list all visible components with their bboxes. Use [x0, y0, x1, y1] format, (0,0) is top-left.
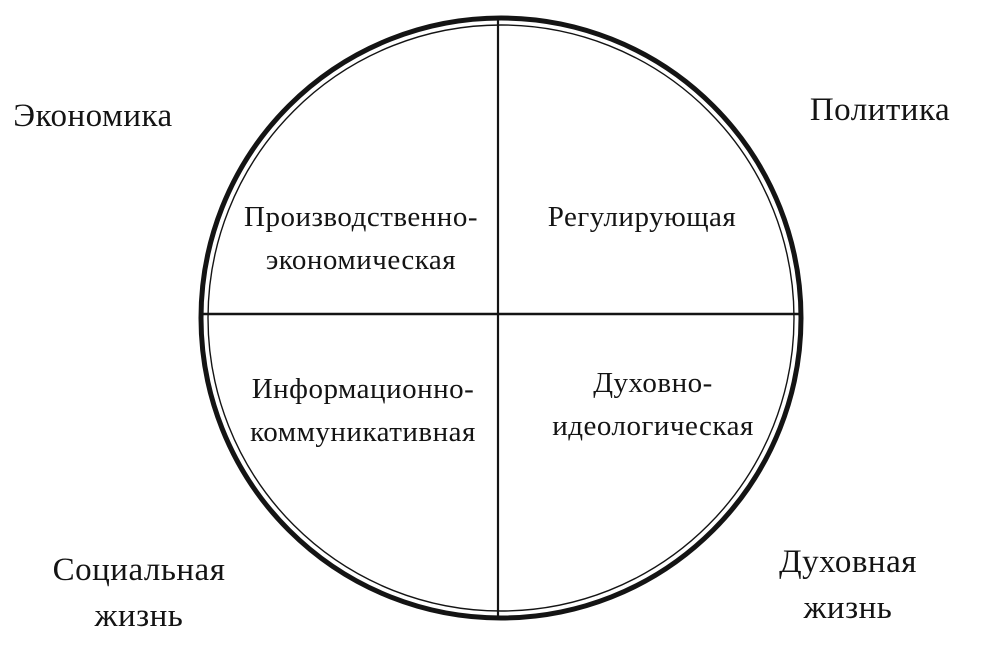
quadrant-label-line: Информационно- — [251, 373, 475, 405]
circle-inner-ring — [208, 25, 794, 611]
outer-label-line: Социальная — [52, 552, 226, 588]
quadrant-label-line: идеологическая — [552, 410, 754, 442]
quadrant-label-line: коммуникативная — [250, 416, 476, 448]
quadrant-label-production-economic — [244, 196, 478, 282]
outer-label-line: жизнь — [803, 590, 893, 626]
outer-label-social-life — [53, 547, 226, 639]
outer-label-line: Политика — [809, 92, 951, 128]
circle-outer-ring — [201, 18, 801, 618]
outer-label-line: Духовная — [779, 544, 917, 580]
quadrant-label-line: Регулирующая — [547, 201, 737, 233]
quadrant-label-regulating — [548, 196, 737, 239]
outer-label-politics — [810, 87, 950, 133]
quadrant-label-spiritual-ideological — [552, 362, 754, 448]
outer-label-line: жизнь — [94, 598, 184, 634]
outer-label-economics — [13, 93, 172, 139]
quadrant-label-line: Духовно- — [593, 367, 713, 399]
quadrant-label-line: экономическая — [265, 244, 457, 276]
outer-label-line: Экономика — [13, 98, 173, 134]
quadrant-label-information-communicative — [250, 368, 476, 454]
outer-label-spiritual-life — [779, 539, 917, 631]
quadrant-label-line: Производственно- — [244, 201, 478, 233]
